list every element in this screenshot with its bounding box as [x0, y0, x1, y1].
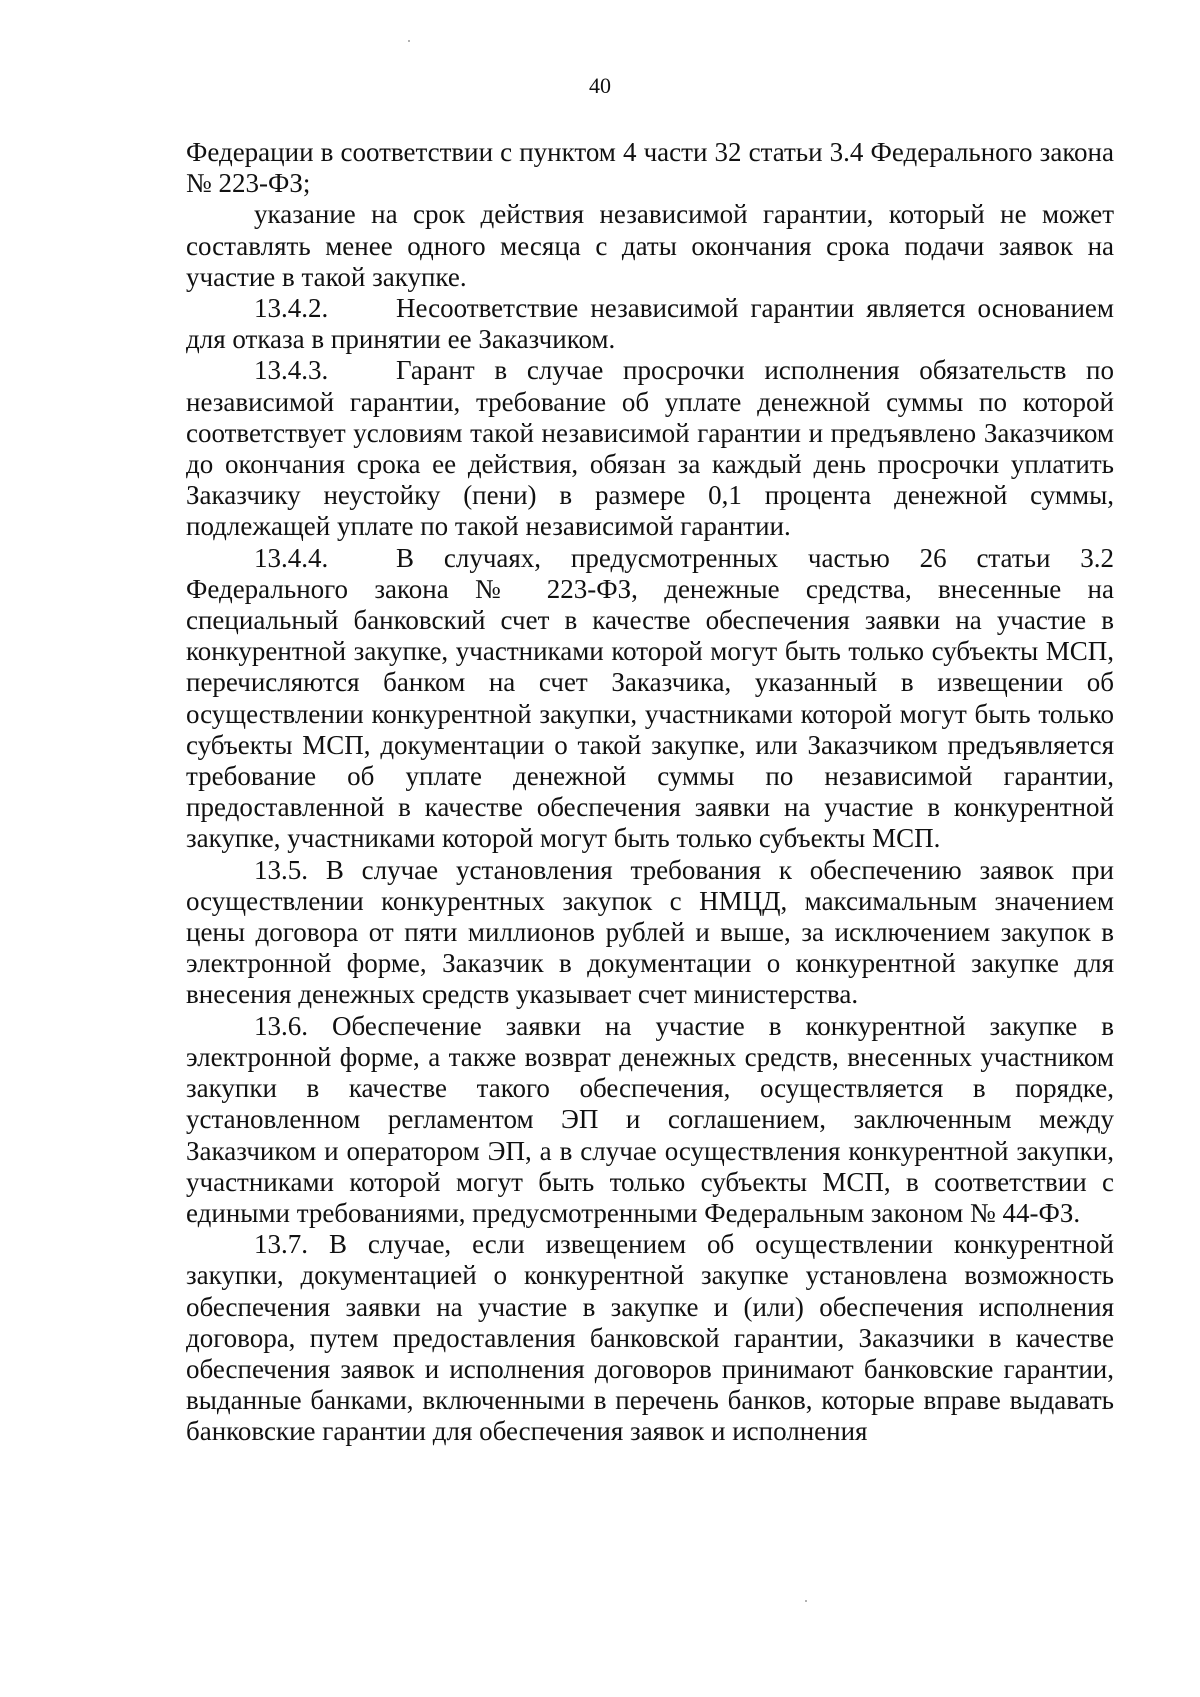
clause-number: 13.4.2.	[254, 293, 329, 324]
document-body	[186, 137, 1114, 1448]
paragraph-13-4-2	[186, 293, 1114, 355]
clause-text: В случаях, предусмотренных частью 26 статьи 3.2 Федерального закона № 223-ФЗ, денежные средства, внесенные на специальный банковский счет в качестве обеспечения заявки на участие в конкурентной закупке, участниками которой могут быть только субъекты МСП, перечисляются банком на счет Заказчика, указанный в извещении об осуществлении конкурентной закупки, участниками которой могут быть только субъекты МСП, документации о такой закупке, или Заказчиком предъявляется требование об уплате денежной суммы по независимой гарантии, предоставленной в качестве обеспечения заявки на участие в конкурентной закупке, участниками которой могут быть только субъекты МСП.	[186, 542, 1114, 854]
clause-number: 13.4.4.	[254, 542, 329, 573]
paragraph-13-4-3	[186, 355, 1114, 542]
scan-speck	[408, 40, 410, 42]
paragraph-13-5: 13.5. В случае установления требования к обеспечению заявок при осуществлении конкурентных закупок с НМЦД, максимальным значением цены договора от пяти миллионов рублей и выше, за исключением закупок в электронной форме, Заказчик в документации о конкурентной закупке для внесения денежных средств указывает счет министерства.	[186, 854, 1114, 1010]
paragraph-13-4-4	[186, 543, 1114, 855]
paragraph-13-6: 13.6. Обеспечение заявки на участие в конкурентной закупке в электронной форме, а также возврат денежных средств, внесенных участником закупки в качестве такого обеспечения, осуществляется в порядке, установленном регламентом ЭП и соглашением, заключенным между Заказчиком и оператором ЭП, а в случае осуществления конкурентной закупки, участниками которой могут быть только субъекты МСП, в соответствии с едиными требованиями, предусмотренными Федеральным законом № 44-ФЗ.	[186, 1010, 1114, 1228]
paragraph-continuation: Федерации в соответствии с пунктом 4 части 32 статьи 3.4 Федерального закона № 223-ФЗ;	[186, 137, 1114, 199]
clause-number: 13.4.3.	[254, 355, 329, 386]
clause-text: Гарант в случае просрочки исполнения обязательств по независимой гарантии, требование об уплате денежной суммы по которой соответствует условиям такой независимой гарантии и предъявлено Заказчиком до окончания срока ее действия, обязан за каждый день просрочки уплатить Заказчику неустойку (пени) в размере 0,1 процента денежной суммы, подлежащей уплате по такой независимой гарантии.	[186, 355, 1114, 542]
paragraph-guarantee-term: указание на срок действия независимой гарантии, который не может составлять менее одного месяца с даты окончания срока подачи заявок на участие в такой закупке.	[186, 199, 1114, 292]
clause-text: Несоответствие независимой гарантии является основанием для отказа в принятии ее Заказчиком.	[186, 293, 1114, 355]
paragraph-13-7: 13.7. В случае, если извещением об осуществлении конкурентной закупки, документацией о конкурентной закупке установлена возможность обеспечения заявки на участие в закупке и (или) обеспечения исполнения договора, путем предоставления банковской гарантии, Заказчики в качестве обеспечения заявок и исполнения договоров принимают банковские гарантии, выданные банками, включенными в перечень банков, которые вправе выдавать банковские гарантии для обеспечения заявок и исполнения	[186, 1229, 1114, 1447]
page-number: 40	[589, 73, 611, 98]
scan-speck	[805, 1600, 807, 1602]
